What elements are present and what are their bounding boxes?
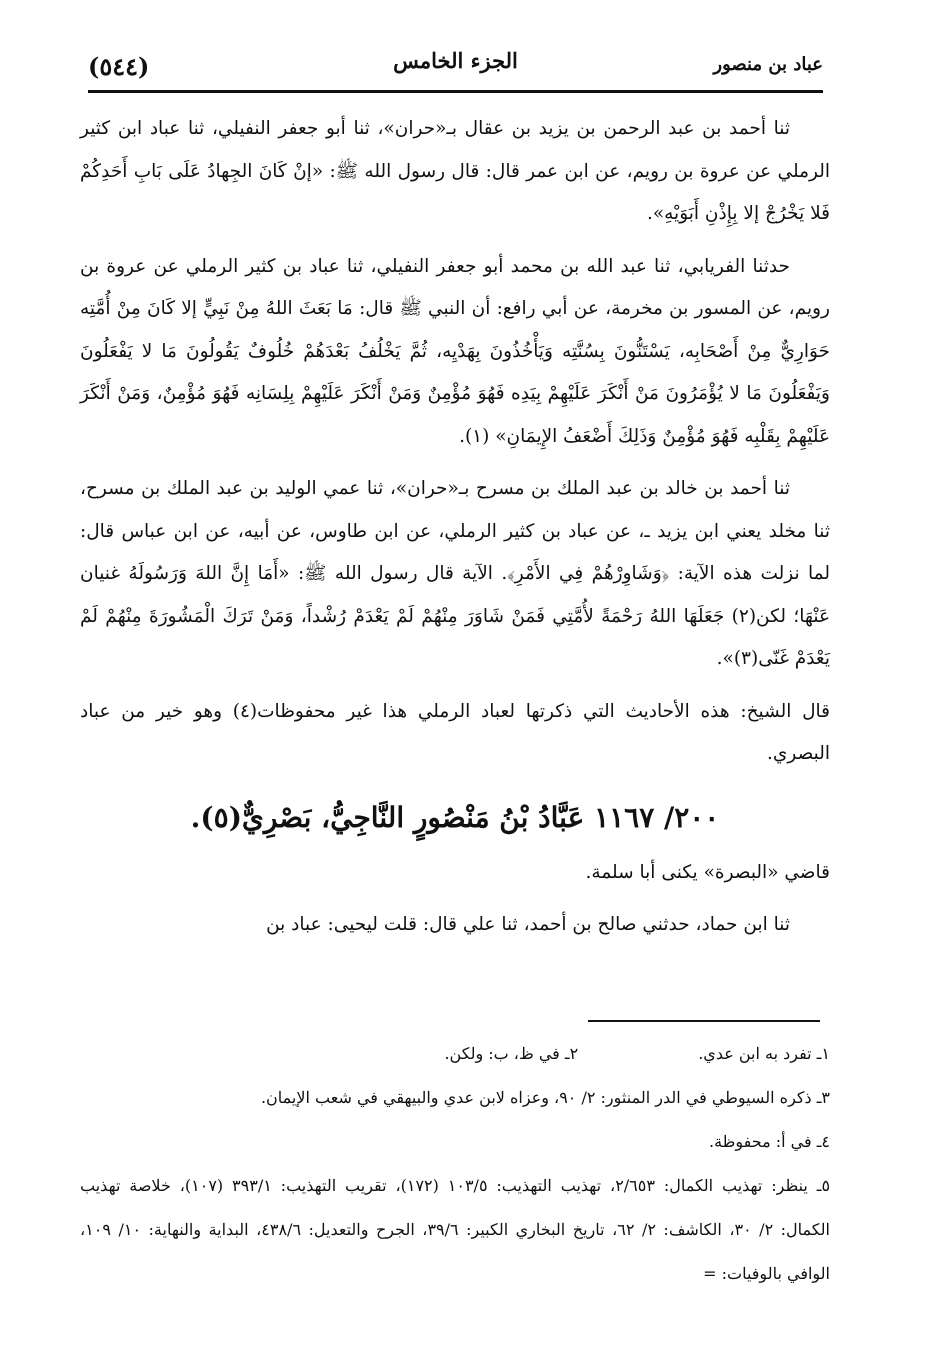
- running-head: عباد بن منصور: [713, 54, 823, 75]
- paragraph: ثنا أحمد بن خالد بن عبد الملك بن مسرح بـ«حران»، ثنا عمي الوليد بن عبد الملك بن مسرح، ثنا مخلد يعني ابن يزيد ـ، عن عباد بن كثير الرملي، عن ابن طاوس، عن أبيه، عن ابن عباس قال: لما نزلت هذه الآية: ﴿وَشَاوِرْهُمْ فِي الأَمْرِ﴾. الآية قال رسول الله ﷺ: «أَمَا إِنَّ اللهَ وَرَسُولَهُ غنيان عَنْهَا؛ لكن(٢) جَعَلَهَا اللهُ رَحْمَةً لأُمَّتِي فَمَنْ شَاوَرَ مِنْهُمْ لَمْ يَعْدَمْ رُشْداً، وَمَنْ تَرَكَ الْمَشُورَةَ مِنْهُمْ لَمْ يَعْدَمْ غَنّى(٣)».: [80, 478, 831, 669]
- footnote-5: ٥ـ ينظر: تهذيب الكمال: ٢/٦٥٣، تهذيب التهذيب: ١٠٣/٥ (١٧٢)، تقريب التهذيب: ٣٩٣/١ (١٠٧)، خلاصة تهذيب الكمال: ٢/ ٣٠، الكاشف: ٢/ ٦٢، تاريخ البخاري الكبير: ٣٩/٦، الجرح والتعديل: ٤٣٨/٦، البداية والنهاية: ١٠/ ١٠٩، الوافي بالوفيات: =: [80, 1176, 831, 1283]
- paragraph: ثنا أحمد بن عبد الرحمن بن يزيد بن عقال بـ«حران»، ثنا أبو جعفر النفيلي، ثنا عباد ابن كثير الرملي عن عروة بن رويم، عن ابن عمر قال: قال رسول الله ﷺ: «إنْ كَانَ الجِهادُ عَلَى بَابِ أَحَدِكُمْ فَلا يَخْرُجْ إلا بِإِذْنِ أَبَوَيْهِ».: [80, 118, 830, 224]
- paragraph: قاضي «البصرة» يكنى أبا سلمة.: [585, 861, 830, 883]
- footnote-row: [80, 1032, 830, 1076]
- footnote-1: ١ـ تفرد به ابن عدي.: [698, 1044, 830, 1063]
- footnote-2: ٢ـ في ظ، ب: ولكن.: [444, 1044, 579, 1063]
- footnote-divider: [588, 1020, 820, 1022]
- paragraph: قال الشيخ: هذه الأحاديث التي ذكرتها لعباد الرملي هذا غير محفوظات(٤) وهو خير من عباد البصري.: [80, 700, 830, 764]
- footnote-3: ٣ـ ذكره السيوطي في الدر المنثور: ٢/ ٩٠، وعزاه لابن عدي والبيهقي في شعب الإيمان.: [260, 1088, 830, 1107]
- main-text: [80, 108, 830, 957]
- page-number: (٥٤٤): [88, 52, 150, 81]
- entry-title: ٢٠٠/ ١١٦٧ عَبَّادُ بْنُ مَنْصُورٍ النَّاجِيُّ، بَصْرِيٌّ(٥).: [190, 800, 720, 834]
- page-header: [88, 40, 823, 93]
- paragraph: ثنا ابن حماد، حدثني صالح بن أحمد، ثنا علي قال: قلت ليحيى: عباد بن: [266, 914, 790, 935]
- footnotes: [80, 1032, 830, 1296]
- volume-title: الجزء الخامس: [393, 48, 518, 73]
- footnote-4: ٤ـ في أ: محفوظة.: [708, 1132, 830, 1151]
- paragraph: حدثنا الفريابي، ثنا عبد الله بن محمد أبو جعفر النفيلي، ثنا عباد بن كثير الرملي عن عروة بن رويم، عن المسور بن مخرمة، عن أبي رافع: أن النبي ﷺ قال: مَا بَعَثَ اللهُ مِنْ نَبِيٍّ إلا كَانَ مِنْ أُمَّتِه حَوَارِيٌّ مِنْ أَصْحَابِه، يَسْتَنُّونَ بِسُنَّتِه وَيَأْخُذُونَ بِهَدْيِه، ثُمَّ يَخْلُفُ بَعْدَهُمْ خُلُوفٌ يَقُولُونَ مَا لا يَفْعَلُونَ وَيَفْعَلُونَ مَا لا يُؤْمَرُونَ مَنْ أَنْكَرَ عَلَيْهِمْ بِيَدِه فَهُوَ مُؤْمِنٌ وَمَنْ أَنْكَرَ عَلَيْهِمْ بِلِسَانِه فَهُوَ مُؤْمِنٌ، وَمَنْ أَنْكَرَ عَلَيْهِمْ بِقَلْبِه فَهُوَ مُؤْمِنٌ وَذَلِكَ أَضْعَفُ الإِيمَانِ» (١).: [80, 255, 830, 447]
